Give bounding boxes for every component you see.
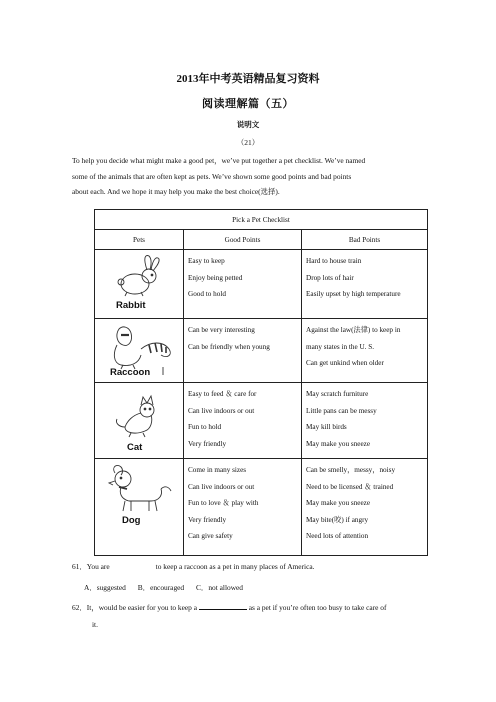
good-point: Enjoy being petted	[188, 273, 243, 282]
question-61	[72, 561, 315, 572]
good-points-cell	[184, 383, 302, 459]
intro-line: To help you decide what might make a good pet，we’ve put together a pet checklist. We’ve named	[72, 156, 366, 165]
dog-icon	[95, 459, 184, 556]
question-62	[72, 602, 386, 613]
question-number: 62．	[72, 603, 87, 612]
bad-points-cell	[302, 383, 428, 459]
bad-point: Can be smelly，messy，noisy	[306, 466, 396, 474]
good-point: Can be friendly when young	[188, 342, 270, 351]
good-point: Very friendly	[188, 515, 227, 524]
good-point: Easy to feed ＆ care for	[188, 390, 257, 398]
bad-point: many states in the U. S.	[306, 342, 375, 351]
bad-point: Hard to house train	[306, 257, 362, 265]
bad-point: Against the law(法律) to keep in	[306, 326, 401, 334]
bad-point: May kill birds	[306, 423, 347, 432]
checklist-title: Pick a Pet Checklist	[95, 210, 428, 230]
option-a: A．suggested	[84, 583, 126, 592]
question-61-options	[84, 582, 253, 593]
pet-name: Rabbit	[116, 300, 146, 311]
table-row	[95, 250, 428, 319]
pet-cell-rabbit	[95, 250, 184, 319]
pet-checklist-table	[94, 209, 428, 556]
bad-point: Can get unkind when older	[306, 359, 384, 368]
bad-point: Need lots of attention	[306, 532, 369, 541]
bad-point: May scratch furniture	[306, 390, 369, 398]
intro-line: some of the animals that are often kept as pets. We’ve shown some good points and bad points	[72, 171, 352, 181]
good-points-cell	[184, 250, 302, 319]
column-header-good-points: Good Points	[184, 230, 302, 250]
bad-points-cell	[302, 319, 428, 383]
good-point: Good to hold	[188, 290, 226, 299]
good-point: Come in many sizes	[188, 466, 247, 474]
bad-point: May bite(咬) if angry	[306, 515, 369, 524]
document-title: 2013年中考英语精品复习资料	[176, 73, 320, 85]
column-header-bad-points: Bad Points	[302, 230, 428, 250]
bad-point: Need to be licensed ＆ trained	[306, 482, 394, 491]
intro-line: about each. And we hope it may help you make the best choice(选择).	[72, 187, 280, 197]
pet-name: Cat	[127, 442, 143, 453]
question-stem-start: You are	[86, 562, 110, 571]
intro-paragraph	[72, 153, 424, 200]
good-point: Can live indoors or out	[188, 482, 255, 491]
pet-cell-dog	[95, 459, 184, 556]
genre-label: 说明文	[236, 120, 260, 129]
table-row	[95, 319, 428, 383]
good-point: Very friendly	[188, 439, 227, 448]
question-stem-start: It，would be easier for you to keep a	[86, 603, 198, 612]
bad-points-cell	[302, 459, 428, 556]
good-point: Can be very interesting	[188, 326, 255, 334]
bad-point: May make you sneeze	[306, 499, 371, 508]
bad-point: Drop lots of hair	[306, 273, 354, 282]
answer-blank	[199, 603, 247, 610]
bad-point: Easily upset by high temperature	[306, 290, 401, 299]
question-number: 61．	[72, 562, 87, 571]
bad-points-cell	[302, 250, 428, 319]
good-point: Fun to hold	[188, 423, 222, 432]
pet-name: Raccoon	[110, 367, 151, 378]
bad-point: Little pans can be messy	[306, 406, 377, 415]
good-points-cell	[184, 459, 302, 556]
question-62-continuation: it.	[92, 620, 98, 629]
pet-cell-cat	[95, 383, 184, 459]
table-row	[95, 459, 428, 556]
pet-cell-raccoon	[95, 319, 184, 383]
question-stem-end: to keep a raccoon as a pet in many places of America.	[155, 562, 315, 571]
good-point: Easy to keep	[188, 257, 225, 265]
column-header-pets: Pets	[95, 230, 184, 250]
table-row	[95, 383, 428, 459]
good-point: Can live indoors or out	[188, 406, 255, 415]
bad-point: May make you sneeze	[306, 439, 371, 448]
good-points-cell	[184, 319, 302, 383]
good-point: Can give safety	[188, 532, 233, 541]
option-b: B．encouraged	[137, 583, 185, 592]
section-title: 阅读理解篇（五）	[202, 98, 294, 110]
good-point: Fun to love ＆ play with	[188, 499, 259, 508]
passage-number: （21）	[236, 138, 260, 147]
option-c: C．not allowed	[196, 583, 244, 592]
pet-name: Dog	[122, 515, 141, 526]
question-stem-end: as a pet if you’re often too busy to take care of	[248, 603, 387, 612]
